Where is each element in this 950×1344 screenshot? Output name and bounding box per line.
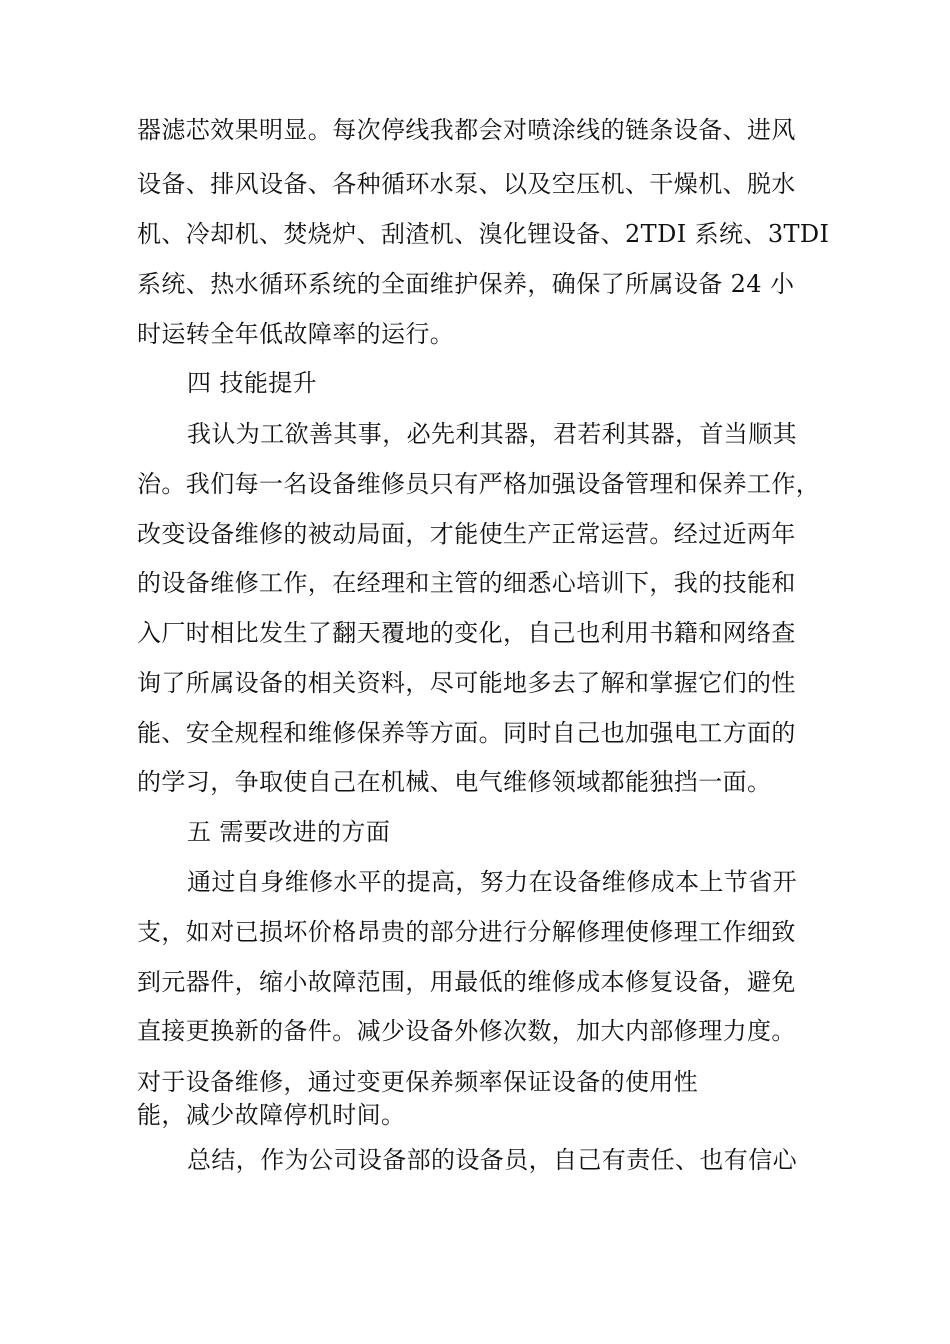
section-heading: 四 技能提升 bbox=[187, 369, 318, 397]
body-text-line: 器滤芯效果明显。每次停线我都会对喷涂线的链条设备、进风 bbox=[137, 116, 796, 144]
body-text-line: 能，减少故障停机时间。 bbox=[137, 1101, 406, 1129]
body-text-line: 我认为工欲善其事，必先利其器，君若利其器，首当顺其 bbox=[187, 420, 797, 448]
body-text-line: 对于设备维修，通过变更保养频率保证设备的使用性 bbox=[137, 1068, 699, 1096]
body-text-line: 能、安全规程和维修保养等方面。同时自己也加强电工方面的 bbox=[137, 719, 796, 747]
body-text-line: 治。我们每一名设备维修员只有严格加强设备管理和保养工作， bbox=[137, 470, 821, 498]
body-text-line: 入厂时相比发生了翻天覆地的变化，自己也利用书籍和网络查 bbox=[137, 619, 796, 647]
body-text-line: 支，如对已损坏价格昂贵的部分进行分解修理使修理工作细致 bbox=[137, 918, 796, 946]
body-text-line: 的学习，争取使自己在机械、电气维修领域都能独挡一面。 bbox=[137, 768, 772, 796]
body-text-line: 系统、热水循环系统的全面维护保养，确保了所属设备 24 小 bbox=[137, 270, 795, 298]
body-text-line: 直接更换新的备件。减少设备外修次数，加大内部修理力度。 bbox=[137, 1017, 796, 1045]
section-heading: 五 需要改进的方面 bbox=[187, 818, 391, 846]
body-text-line: 总结，作为公司设备部的设备员，自己有责任、也有信心 bbox=[187, 1146, 797, 1174]
body-text-line: 询了所属设备的相关资料，尽可能地多去了解和掌握它们的性 bbox=[137, 669, 796, 697]
body-text-line: 机、冷却机、焚烧炉、刮渣机、溴化锂设备、2TDI 系统、3TDI bbox=[137, 220, 830, 248]
body-text-line: 通过自身维修水平的提高，努力在设备维修成本上节省开 bbox=[187, 868, 797, 896]
body-text-line: 改变设备维修的被动局面，才能使生产正常运营。经过近两年 bbox=[137, 520, 796, 548]
body-text-line: 的设备维修工作，在经理和主管的细悉心培训下，我的技能和 bbox=[137, 569, 796, 597]
body-text-line: 设备、排风设备、各种循环水泵、以及空压机、干燥机、脱水 bbox=[137, 170, 796, 198]
body-text-line: 时运转全年低故障率的运行。 bbox=[137, 320, 455, 348]
body-text-line: 到元器件，缩小故障范围，用最低的维修成本修复设备，避免 bbox=[137, 968, 796, 996]
